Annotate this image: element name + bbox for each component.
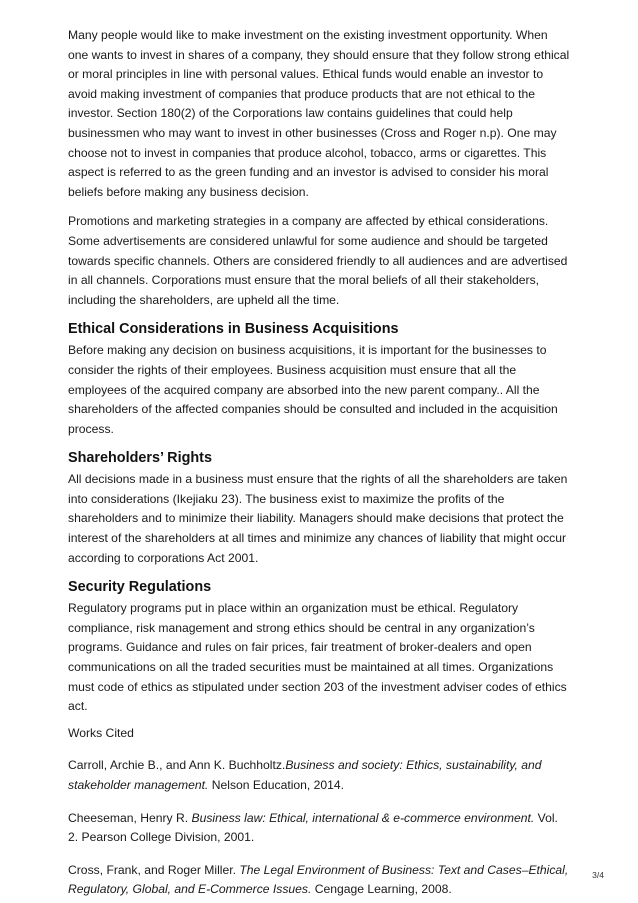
paragraph-investment: Many people would like to make investment on the existing investment opportunity. When one wants to invest in shares of a company, they should ensure that they follow strong ethical or moral principles in line with personal values. Ethical funds would enable an investor to avoid making investment of companies that produce products that are not ethical to the investor. Section 180(2) of the Corporations law contains guidelines that could help businessmen who may want to invest in other businesses (Cross and Roger n.p). One may choose not to invest in companies that produce alcohol, tobacco, arms or cigarettes. This aspect is referred to as the green funding and an investor is advised to consider his moral beliefs before making any business decision.	[68, 28, 570, 199]
reference-carroll	[68, 756, 570, 795]
works-cited-label: Works Cited	[68, 725, 134, 740]
paragraph-promotions: Promotions and marketing strategies in a company are affected by ethical considerations. Some advertisements are considered unlawful for some audience and should be targeted towards specific channels. Others are considered friendly to all audiences and are advertised in all channels. Corporations must ensure that the moral beliefs of all their stakeholders, including the shareholders, are upheld all the time.	[68, 214, 568, 307]
page-number: 3/4	[592, 870, 604, 880]
reference-authors: Cross, Frank, and Roger Miller.	[68, 862, 240, 877]
reference-cross	[68, 861, 570, 900]
document-page	[68, 26, 570, 900]
heading-security-regulations: Security Regulations	[68, 579, 212, 596]
heading-shareholders-rights: Shareholders’ Rights	[68, 450, 212, 467]
paragraph-business-acquisitions: Before making any decision on business acquisitions, it is important for the businesses to consider the rights of their employees. Business acquisition must ensure that all the employees of the acquired company are absorbed into the new parent company.. All the shareholders of the affected companies should be consulted and included in the acquisition process.	[68, 343, 558, 436]
reference-cheeseman	[68, 809, 570, 848]
reference-title: Business law: Ethical, international & e-commerce environment.	[191, 810, 535, 825]
reference-authors: Cheeseman, Henry R.	[68, 810, 192, 825]
paragraph-shareholders-rights: All decisions made in a business must ensure that the rights of all the shareholders are taken into considerations (Ikejiaku 23). The business exist to maximize the profits of the shareholders and to minimize their liability. Managers should make decisions that protect the interest of the shareholders at all times and minimize any chances of liability that might occur according to corporations Act 2001.	[68, 472, 568, 565]
reference-publisher: Vol. 2. Pearson College Division, 2001.	[68, 810, 558, 845]
reference-publisher: Nelson Education, 2014.	[208, 778, 345, 792]
reference-title: Business and society: Ethics, sustainability, and stakeholder management.	[68, 758, 542, 792]
reference-title: The Legal Environment of Business: Text and Cases–Ethical, Regulatory, Global, and E-Commerce Issues.	[68, 862, 569, 897]
reference-authors: Carroll, Archie B., and Ann K. Buchholtz.	[68, 758, 286, 773]
heading-business-acquisitions: Ethical Considerations in Business Acquisitions	[68, 321, 399, 338]
reference-publisher: Cengage Learning, 2008.	[311, 882, 452, 897]
paragraph-security-regulations: Regulatory programs put in place within an organization must be ethical. Regulatory compliance, risk management and strong ethics should be central in any organization’s programs. Guidance and rules on fair prices, fair treatment of broker-dealers and open communications on all the traded securities must be maintained at all times. Organizations must code of ethics as stipulated under section 203 of the investment adviser codes of ethics act.	[68, 601, 567, 714]
